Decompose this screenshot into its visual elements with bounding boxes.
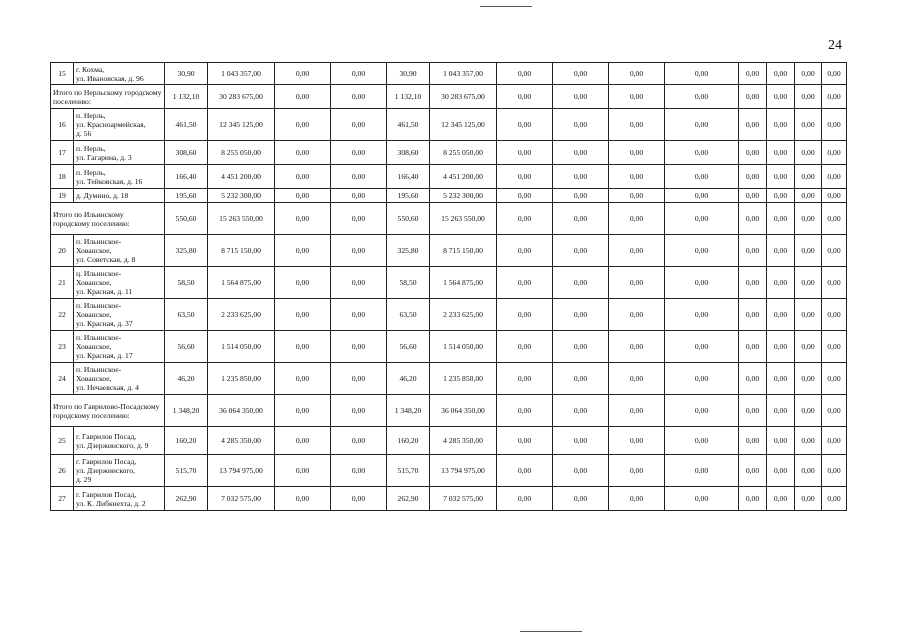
- value-cell: 0,00: [739, 165, 767, 189]
- row-number: 26: [51, 455, 74, 487]
- value-cell: 0,00: [822, 267, 847, 299]
- value-cell: 195,60: [165, 189, 208, 203]
- value-cell: 461,50: [387, 109, 430, 141]
- value-cell: 0,00: [739, 189, 767, 203]
- value-cell: 0,00: [275, 363, 331, 395]
- value-cell: 0,00: [739, 203, 767, 235]
- value-cell: 0,00: [822, 203, 847, 235]
- value-cell: 0,00: [822, 363, 847, 395]
- value-cell: 15 263 550,00: [208, 203, 275, 235]
- value-cell: 0,00: [739, 455, 767, 487]
- address-cell: ц. Ильинское- Хованское, ул. Красная, д. 11: [74, 267, 165, 299]
- value-cell: 63,50: [165, 299, 208, 331]
- value-cell: 1 514 050,00: [208, 331, 275, 363]
- value-cell: 12 345 125,00: [430, 109, 497, 141]
- value-cell: 0,00: [275, 427, 331, 455]
- value-cell: 0,00: [767, 267, 795, 299]
- value-cell: 166,40: [165, 165, 208, 189]
- value-cell: 0,00: [275, 395, 331, 427]
- value-cell: 0,00: [665, 63, 739, 85]
- value-cell: 1 348,20: [387, 395, 430, 427]
- address-cell: г. Гаврилов Посад, ул. Дзержинского, д. 9: [74, 427, 165, 455]
- value-cell: 308,60: [387, 141, 430, 165]
- value-cell: 1 348,20: [165, 395, 208, 427]
- value-cell: 0,00: [609, 427, 665, 455]
- value-cell: 262,90: [165, 487, 208, 511]
- value-cell: 0,00: [822, 141, 847, 165]
- table-row: [51, 235, 847, 267]
- value-cell: 4 451 200,00: [208, 165, 275, 189]
- value-cell: 0,00: [331, 455, 387, 487]
- value-cell: 0,00: [739, 395, 767, 427]
- value-cell: 1 043 357,00: [430, 63, 497, 85]
- value-cell: 0,00: [497, 299, 553, 331]
- value-cell: 0,00: [767, 363, 795, 395]
- value-cell: 0,00: [331, 203, 387, 235]
- value-cell: 160,20: [165, 427, 208, 455]
- value-cell: 0,00: [275, 109, 331, 141]
- row-number: 17: [51, 141, 74, 165]
- value-cell: 0,00: [665, 455, 739, 487]
- value-cell: 15 263 550,00: [430, 203, 497, 235]
- table-row: [51, 109, 847, 141]
- value-cell: 0,00: [331, 63, 387, 85]
- value-cell: 0,00: [739, 85, 767, 109]
- value-cell: 0,00: [331, 85, 387, 109]
- value-cell: 13 794 975,00: [430, 455, 497, 487]
- table-row: [51, 455, 847, 487]
- value-cell: 30,90: [387, 63, 430, 85]
- value-cell: 1 564 875,00: [208, 267, 275, 299]
- value-cell: 0,00: [553, 427, 609, 455]
- value-cell: 0,00: [822, 331, 847, 363]
- value-cell: 0,00: [739, 299, 767, 331]
- page-number: 24: [828, 38, 842, 53]
- value-cell: 0,00: [795, 235, 822, 267]
- value-cell: 1 235 850,00: [430, 363, 497, 395]
- value-cell: 7 032 575,00: [430, 487, 497, 511]
- value-cell: 0,00: [822, 189, 847, 203]
- value-cell: 13 794 975,00: [208, 455, 275, 487]
- value-cell: 1 235 850,00: [208, 363, 275, 395]
- row-number: 25: [51, 427, 74, 455]
- row-number: 24: [51, 363, 74, 395]
- table-row: [51, 331, 847, 363]
- value-cell: 0,00: [767, 299, 795, 331]
- value-cell: 46,20: [387, 363, 430, 395]
- value-cell: 0,00: [609, 487, 665, 511]
- value-cell: 0,00: [739, 487, 767, 511]
- value-cell: 0,00: [497, 395, 553, 427]
- address-cell: п. Нерль, ул. Гагарина, д. 3: [74, 141, 165, 165]
- value-cell: 0,00: [497, 141, 553, 165]
- address-cell: п. Ильинское- Хованское, ул. Нечаевская, д. 4: [74, 363, 165, 395]
- value-cell: 0,00: [767, 141, 795, 165]
- value-cell: 1 564 875,00: [430, 267, 497, 299]
- value-cell: 0,00: [609, 395, 665, 427]
- value-cell: 0,00: [822, 487, 847, 511]
- value-cell: 30 283 675,00: [430, 85, 497, 109]
- value-cell: 0,00: [331, 395, 387, 427]
- value-cell: 0,00: [665, 165, 739, 189]
- value-cell: 0,00: [609, 331, 665, 363]
- value-cell: 30 283 675,00: [208, 85, 275, 109]
- value-cell: 0,00: [275, 331, 331, 363]
- total-row: [51, 395, 847, 427]
- value-cell: 0,00: [609, 455, 665, 487]
- table-row: [51, 363, 847, 395]
- value-cell: 0,00: [665, 85, 739, 109]
- value-cell: 0,00: [275, 85, 331, 109]
- value-cell: 0,00: [739, 141, 767, 165]
- table-row: [51, 487, 847, 511]
- value-cell: 0,00: [795, 165, 822, 189]
- value-cell: 0,00: [795, 63, 822, 85]
- value-cell: 0,00: [795, 427, 822, 455]
- value-cell: 0,00: [553, 395, 609, 427]
- value-cell: 0,00: [331, 331, 387, 363]
- row-number: 15: [51, 63, 74, 85]
- value-cell: 0,00: [795, 203, 822, 235]
- value-cell: 0,00: [665, 235, 739, 267]
- table-row: [51, 427, 847, 455]
- value-cell: 0,00: [767, 85, 795, 109]
- value-cell: 36 064 350,00: [430, 395, 497, 427]
- value-cell: 0,00: [665, 363, 739, 395]
- value-cell: 0,00: [331, 141, 387, 165]
- value-cell: 0,00: [497, 165, 553, 189]
- value-cell: 0,00: [553, 203, 609, 235]
- value-cell: 550,60: [165, 203, 208, 235]
- value-cell: 325,80: [387, 235, 430, 267]
- value-cell: 0,00: [275, 235, 331, 267]
- address-cell: п. Ильинское- Хованское, ул. Советская, д. 8: [74, 235, 165, 267]
- value-cell: 0,00: [767, 331, 795, 363]
- value-cell: 0,00: [795, 299, 822, 331]
- value-cell: 0,00: [497, 85, 553, 109]
- value-cell: 0,00: [275, 203, 331, 235]
- value-cell: 0,00: [497, 63, 553, 85]
- value-cell: 0,00: [331, 109, 387, 141]
- total-label: Итого по Гаврилово-Посадскому городскому поселению:: [51, 395, 165, 427]
- row-number: 16: [51, 109, 74, 141]
- value-cell: 0,00: [822, 109, 847, 141]
- top-rule: [480, 6, 532, 7]
- value-cell: 160,20: [387, 427, 430, 455]
- value-cell: 0,00: [822, 455, 847, 487]
- value-cell: 0,00: [795, 141, 822, 165]
- value-cell: 0,00: [497, 427, 553, 455]
- value-cell: 0,00: [665, 267, 739, 299]
- value-cell: 195,60: [387, 189, 430, 203]
- value-cell: 0,00: [739, 63, 767, 85]
- value-cell: 0,00: [795, 109, 822, 141]
- value-cell: 0,00: [497, 235, 553, 267]
- value-cell: 0,00: [497, 267, 553, 299]
- value-cell: 0,00: [275, 267, 331, 299]
- value-cell: 1 514 050,00: [430, 331, 497, 363]
- value-cell: 0,00: [767, 427, 795, 455]
- value-cell: 0,00: [609, 165, 665, 189]
- value-cell: 0,00: [497, 203, 553, 235]
- value-cell: 63,50: [387, 299, 430, 331]
- value-cell: 0,00: [795, 395, 822, 427]
- row-number: 19: [51, 189, 74, 203]
- value-cell: 1 132,10: [387, 85, 430, 109]
- value-cell: 8 255 050,00: [208, 141, 275, 165]
- value-cell: 0,00: [822, 63, 847, 85]
- address-cell: п. Нерль, ул. Красноармейская, д. 56: [74, 109, 165, 141]
- value-cell: 0,00: [609, 267, 665, 299]
- value-cell: 4 285 350,00: [208, 427, 275, 455]
- value-cell: 0,00: [665, 395, 739, 427]
- value-cell: 0,00: [497, 487, 553, 511]
- value-cell: 0,00: [767, 189, 795, 203]
- value-cell: 0,00: [767, 235, 795, 267]
- value-cell: 0,00: [275, 141, 331, 165]
- value-cell: 0,00: [665, 203, 739, 235]
- total-label: Итого по Нерльскому городскому поселению:: [51, 85, 165, 109]
- value-cell: 0,00: [795, 267, 822, 299]
- total-row: [51, 85, 847, 109]
- total-row: [51, 203, 847, 235]
- row-number: 18: [51, 165, 74, 189]
- value-cell: 0,00: [275, 63, 331, 85]
- value-cell: 325,80: [165, 235, 208, 267]
- value-cell: 0,00: [739, 235, 767, 267]
- value-cell: 4 285 350,00: [430, 427, 497, 455]
- value-cell: 0,00: [795, 455, 822, 487]
- value-cell: 0,00: [767, 63, 795, 85]
- value-cell: 0,00: [553, 487, 609, 511]
- value-cell: 58,50: [387, 267, 430, 299]
- value-cell: 1 132,10: [165, 85, 208, 109]
- value-cell: 0,00: [497, 331, 553, 363]
- value-cell: 0,00: [497, 455, 553, 487]
- address-cell: д. Думино, д. 18: [74, 189, 165, 203]
- row-number: 22: [51, 299, 74, 331]
- table-row: [51, 299, 847, 331]
- value-cell: 461,50: [165, 109, 208, 141]
- value-cell: 515,70: [165, 455, 208, 487]
- value-cell: 0,00: [497, 109, 553, 141]
- value-cell: 0,00: [553, 267, 609, 299]
- value-cell: 0,00: [739, 109, 767, 141]
- value-cell: 0,00: [822, 85, 847, 109]
- value-cell: 0,00: [275, 165, 331, 189]
- value-cell: 0,00: [739, 267, 767, 299]
- value-cell: 0,00: [553, 299, 609, 331]
- value-cell: 0,00: [275, 299, 331, 331]
- value-cell: 0,00: [331, 165, 387, 189]
- value-cell: 46,20: [165, 363, 208, 395]
- value-cell: 0,00: [553, 363, 609, 395]
- value-cell: 0,00: [275, 189, 331, 203]
- value-cell: 0,00: [609, 63, 665, 85]
- value-cell: 0,00: [331, 235, 387, 267]
- value-cell: 56,60: [165, 331, 208, 363]
- value-cell: 0,00: [665, 141, 739, 165]
- row-number: 20: [51, 235, 74, 267]
- value-cell: 0,00: [795, 487, 822, 511]
- value-cell: 0,00: [767, 109, 795, 141]
- value-cell: 0,00: [795, 331, 822, 363]
- value-cell: 5 232 300,00: [430, 189, 497, 203]
- value-cell: 0,00: [497, 189, 553, 203]
- value-cell: 0,00: [275, 455, 331, 487]
- address-cell: п. Нерль, ул. Тейковская, д. 16: [74, 165, 165, 189]
- value-cell: 2 233 625,00: [430, 299, 497, 331]
- value-cell: 515,70: [387, 455, 430, 487]
- value-cell: 0,00: [553, 235, 609, 267]
- row-number: 27: [51, 487, 74, 511]
- value-cell: 0,00: [331, 267, 387, 299]
- value-cell: 0,00: [331, 427, 387, 455]
- value-cell: 0,00: [795, 363, 822, 395]
- table-row: [51, 189, 847, 203]
- value-cell: 0,00: [822, 165, 847, 189]
- table-body: [51, 63, 847, 511]
- value-cell: 36 064 350,00: [208, 395, 275, 427]
- value-cell: 0,00: [553, 109, 609, 141]
- value-cell: 0,00: [739, 363, 767, 395]
- value-cell: 308,60: [165, 141, 208, 165]
- value-cell: 0,00: [553, 189, 609, 203]
- value-cell: 0,00: [609, 109, 665, 141]
- row-number: 21: [51, 267, 74, 299]
- value-cell: 0,00: [553, 455, 609, 487]
- value-cell: 0,00: [739, 427, 767, 455]
- value-cell: 0,00: [665, 331, 739, 363]
- value-cell: 0,00: [331, 189, 387, 203]
- value-cell: 0,00: [767, 455, 795, 487]
- address-cell: п. Ильинское- Хованское, ул. Красная, д. 37: [74, 299, 165, 331]
- table-row: [51, 63, 847, 85]
- value-cell: 0,00: [665, 487, 739, 511]
- value-cell: 4 451 200,00: [430, 165, 497, 189]
- value-cell: 0,00: [822, 427, 847, 455]
- value-cell: 12 345 125,00: [208, 109, 275, 141]
- value-cell: 0,00: [331, 299, 387, 331]
- value-cell: 262,90: [387, 487, 430, 511]
- value-cell: 0,00: [665, 189, 739, 203]
- value-cell: 0,00: [609, 189, 665, 203]
- value-cell: 0,00: [609, 235, 665, 267]
- address-cell: г. Гаврилов Посад, ул. Дзержинского, д. 29: [74, 455, 165, 487]
- value-cell: 0,00: [795, 85, 822, 109]
- value-cell: 0,00: [822, 299, 847, 331]
- value-cell: 5 232 300,00: [208, 189, 275, 203]
- data-table: [50, 62, 847, 511]
- bottom-rule: [520, 631, 582, 632]
- value-cell: 0,00: [553, 85, 609, 109]
- address-cell: г. Гаврилов Посад, ул. К. Либкнехта, д. 2: [74, 487, 165, 511]
- row-number: 23: [51, 331, 74, 363]
- value-cell: 550,60: [387, 203, 430, 235]
- value-cell: 0,00: [767, 487, 795, 511]
- value-cell: 56,60: [387, 331, 430, 363]
- value-cell: 0,00: [767, 203, 795, 235]
- value-cell: 8 255 050,00: [430, 141, 497, 165]
- value-cell: 0,00: [822, 395, 847, 427]
- total-label: Итого по Ильинскому городскому поселению:: [51, 203, 165, 235]
- table-row: [51, 267, 847, 299]
- value-cell: 2 233 625,00: [208, 299, 275, 331]
- address-cell: п. Ильинское- Хованское, ул. Красная, д. 17: [74, 331, 165, 363]
- value-cell: 0,00: [609, 363, 665, 395]
- table-row: [51, 141, 847, 165]
- value-cell: 0,00: [553, 63, 609, 85]
- value-cell: 0,00: [609, 141, 665, 165]
- value-cell: 0,00: [553, 331, 609, 363]
- value-cell: 166,40: [387, 165, 430, 189]
- value-cell: 0,00: [665, 109, 739, 141]
- value-cell: 8 715 150,00: [208, 235, 275, 267]
- value-cell: 0,00: [767, 165, 795, 189]
- value-cell: 7 032 575,00: [208, 487, 275, 511]
- value-cell: 0,00: [497, 363, 553, 395]
- value-cell: 30,90: [165, 63, 208, 85]
- value-cell: 0,00: [609, 299, 665, 331]
- value-cell: 1 043 357,00: [208, 63, 275, 85]
- table-row: [51, 165, 847, 189]
- value-cell: 0,00: [331, 487, 387, 511]
- address-cell: г. Кохма, ул. Ивановская, д. 96: [74, 63, 165, 85]
- value-cell: 0,00: [665, 299, 739, 331]
- value-cell: 0,00: [553, 165, 609, 189]
- value-cell: 0,00: [609, 203, 665, 235]
- value-cell: 0,00: [331, 363, 387, 395]
- value-cell: 0,00: [822, 235, 847, 267]
- value-cell: 0,00: [665, 427, 739, 455]
- value-cell: 0,00: [767, 395, 795, 427]
- value-cell: 58,50: [165, 267, 208, 299]
- value-cell: 0,00: [795, 189, 822, 203]
- value-cell: 8 715 150,00: [430, 235, 497, 267]
- value-cell: 0,00: [739, 331, 767, 363]
- value-cell: 0,00: [609, 85, 665, 109]
- value-cell: 0,00: [275, 487, 331, 511]
- value-cell: 0,00: [553, 141, 609, 165]
